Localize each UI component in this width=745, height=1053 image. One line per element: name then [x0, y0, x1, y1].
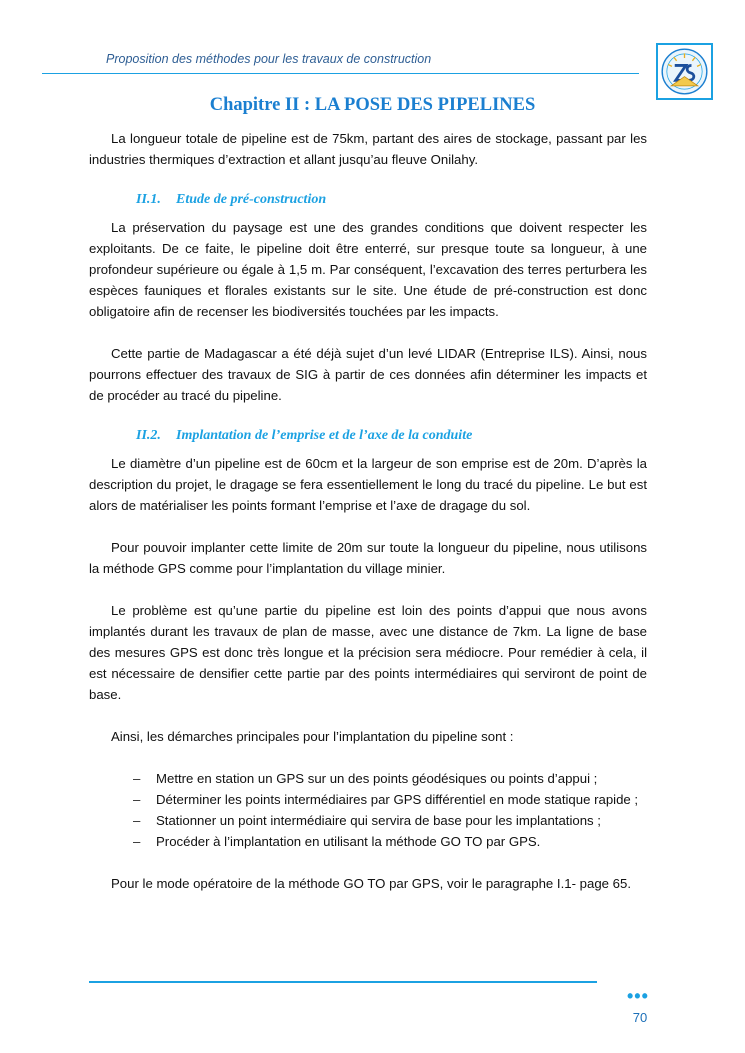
paragraph: Pour pouvoir implanter cette limite de 20m sur toute la longueur du pipeline, nous utilisons la méthode GPS comme pour l’implantation du village minier. — [89, 540, 647, 576]
section-number: II.1. — [136, 192, 161, 207]
implantation-steps-list — [133, 768, 647, 852]
list-item: – Mettre en station un GPS sur un des points géodésiques ou points d’appui ; — [133, 768, 647, 789]
section-title: Implantation de l’emprise et de l’axe de la conduite — [176, 428, 473, 443]
footer-dots-icon: ••• — [627, 986, 649, 1006]
page-body — [89, 128, 647, 894]
list-item: – Stationner un point intermédiaire qui servira de base pour les implantations ; — [133, 810, 647, 831]
section-title: Etude de pré-construction — [176, 192, 327, 207]
list-item: – Procéder à l’implantation en utilisant la méthode GO TO par GPS. — [133, 831, 647, 852]
section-heading-pre-construction — [89, 189, 647, 210]
page-number: 70 — [632, 1010, 648, 1025]
list-item: – Déterminer les points intermédiaires par GPS différentiel en mode statique rapide ; — [133, 789, 647, 810]
paragraph: Pour le mode opératoire de la méthode GO TO par GPS, voir le paragraphe I.1- page 65. — [111, 876, 631, 891]
chapter-title: Chapitre II : LA POSE DES PIPELINES — [209, 95, 536, 115]
paragraph: Le problème est qu’une partie du pipeline est loin des points d’appui que nous avons implantés durant les travaux de plan de masse, avec une distance de 7km. La ligne de base des mesures GPS est donc très longue et la précision sera médiocre. Pour remédier à cela, il est nécessaire de densifier cette partie par des points intermédiaires qui serviront de point de base. — [89, 603, 647, 702]
header-divider — [42, 73, 639, 74]
school-emblem-icon — [656, 43, 713, 100]
running-header: Proposition des méthodes pour les travaux de construction — [106, 52, 432, 66]
paragraph: Cette partie de Madagascar a été déjà sujet d’un levé LIDAR (Entreprise ILS). Ainsi, nous pourrons effectuer des travaux de SIG à partir de ces données afin déterminer les impacts et de procéder au tracé du pipeline. — [89, 346, 647, 403]
paragraph: Le diamètre d’un pipeline est de 60cm et la largeur de son emprise est de 20m. D’après la description du projet, le dragage se fera essentiellement le long du tracé du pipeline. Le but est alors de matérialiser les points formant l’emprise et l’axe de dragage du sol. — [89, 456, 647, 513]
chapter-intro-paragraph: La longueur totale de pipeline est de 75km, partant des aires de stockage, passant par les industries thermiques d’extraction et allant jusqu’au fleuve Onilahy. — [89, 131, 647, 167]
paragraph: Ainsi, les démarches principales pour l’implantation du pipeline sont : — [111, 729, 514, 744]
section-heading-implantation — [89, 425, 647, 446]
footer-divider — [89, 981, 597, 983]
section-number: II.2. — [136, 428, 161, 443]
paragraph: La préservation du paysage est une des grandes conditions que doivent respecter les exploitants. De ce faite, le pipeline doit être enterré, sur presque toute sa longueur, à une profondeur supérieure ou égale à 1,5 m. Par conséquent, l’excavation des terres perturbera les espèces fauniques et florales existants sur le site. Une étude de pré-construction est donc obligatoire afin de recenser les biodiversités touchées par les impacts. — [89, 220, 647, 319]
